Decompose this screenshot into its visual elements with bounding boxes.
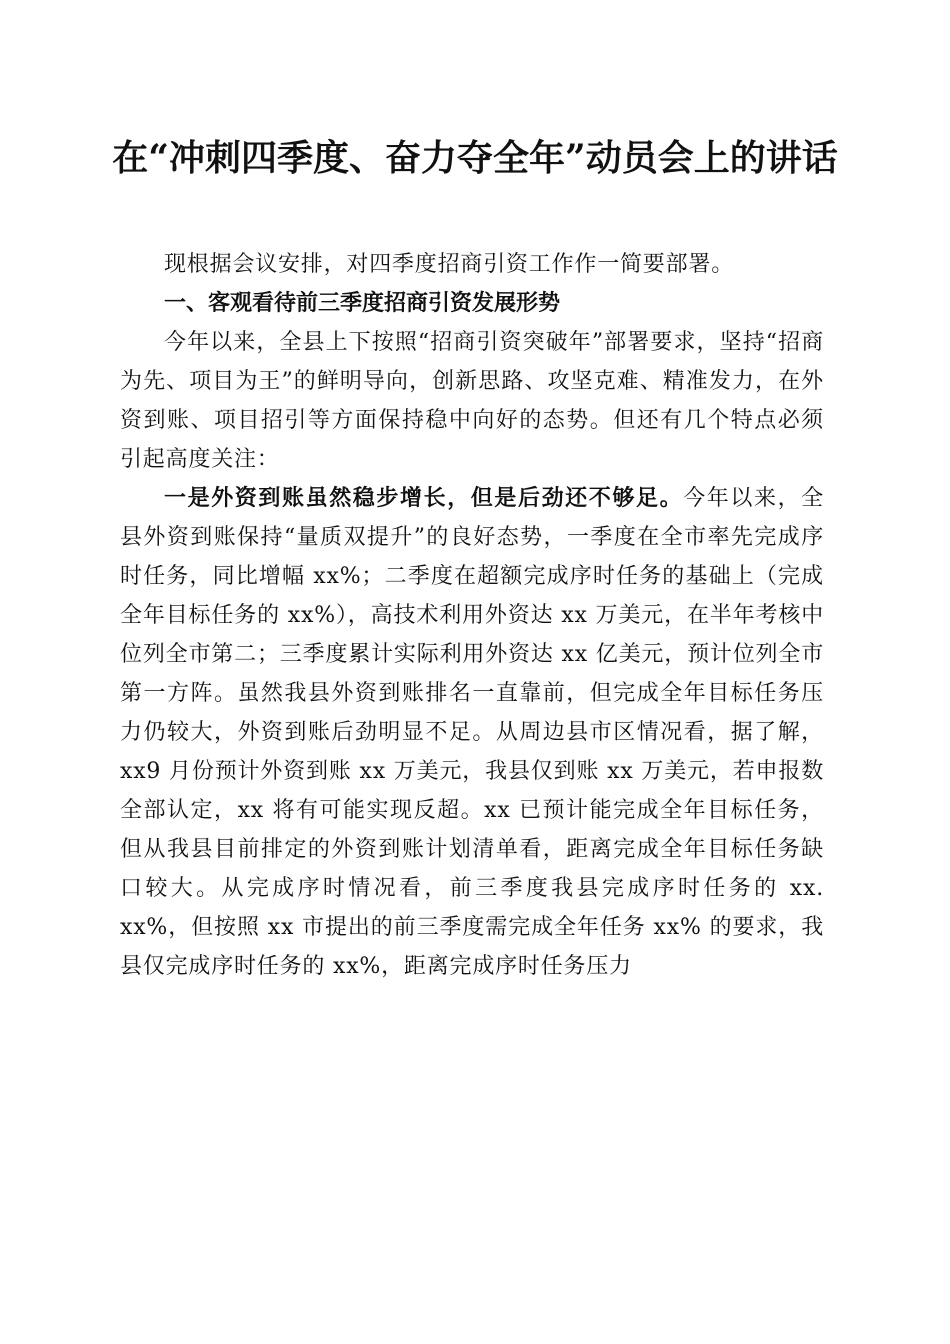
document-title: 在“冲刺四季度、奋力夺全年”动员会上的讲话 [112,137,838,179]
intro-paragraph: 现根据会议安排，对四季度招商引资工作作一简要部署。 [164,252,735,277]
document-body [120,245,824,986]
section-heading: 一、客观看待前三季度招商引资发展形势 [164,291,561,316]
paragraph-situation: 今年以来，全县上下按照“招商引资突破年”部署要求，坚持“招商为先、项目为王”的鲜明导向，创新思路、攻坚克难、精准发力，在外资到账、项目招引等方面保持稳中向好的态势。但还有几个特点必须引起高度关注： [120,330,824,472]
paragraph-body-text: 今年以来，全县外资到账保持“量质双提升”的良好态势，一季度在全市率先完成序时任务，同比增幅 xx%；二季度在超额完成序时任务的基础上（完成全年目标任务的 xx%），高技术利用外资达 xx 万美元，在半年考核中位列全市第二；三季度累计实际利用外资达 xx 亿美元，预计位列全市第一方阵。虽然我县外资到账排名一直靠前，但完成全年目标任务压力仍较大，外资到账后劲明显不足。从周边县市区情况看，据了解，xx9 月份预计外资到账 xx 万美元，我县仅到账 xx 万美元，若申报数全部认定，xx 将有可能实现反超。xx 已预计能完成全年目标任务，但从我县目前排定的外资到账计划清单看，距离完成全年目标任务缺口较大。从完成序时情况看，前三季度我县完成序时任务的 xx. xx%，但按照 xx 市提出的前三季度需完成全年任务 xx% 的要求，我县仅完成序时任务的 xx%，距离完成序时任务压力 [120,486,824,979]
paragraph-lead-sentence: 一是外资到账虽然稳步增长，但是后劲还不够足。 [164,485,684,511]
paragraph-foreign-capital [120,479,824,986]
